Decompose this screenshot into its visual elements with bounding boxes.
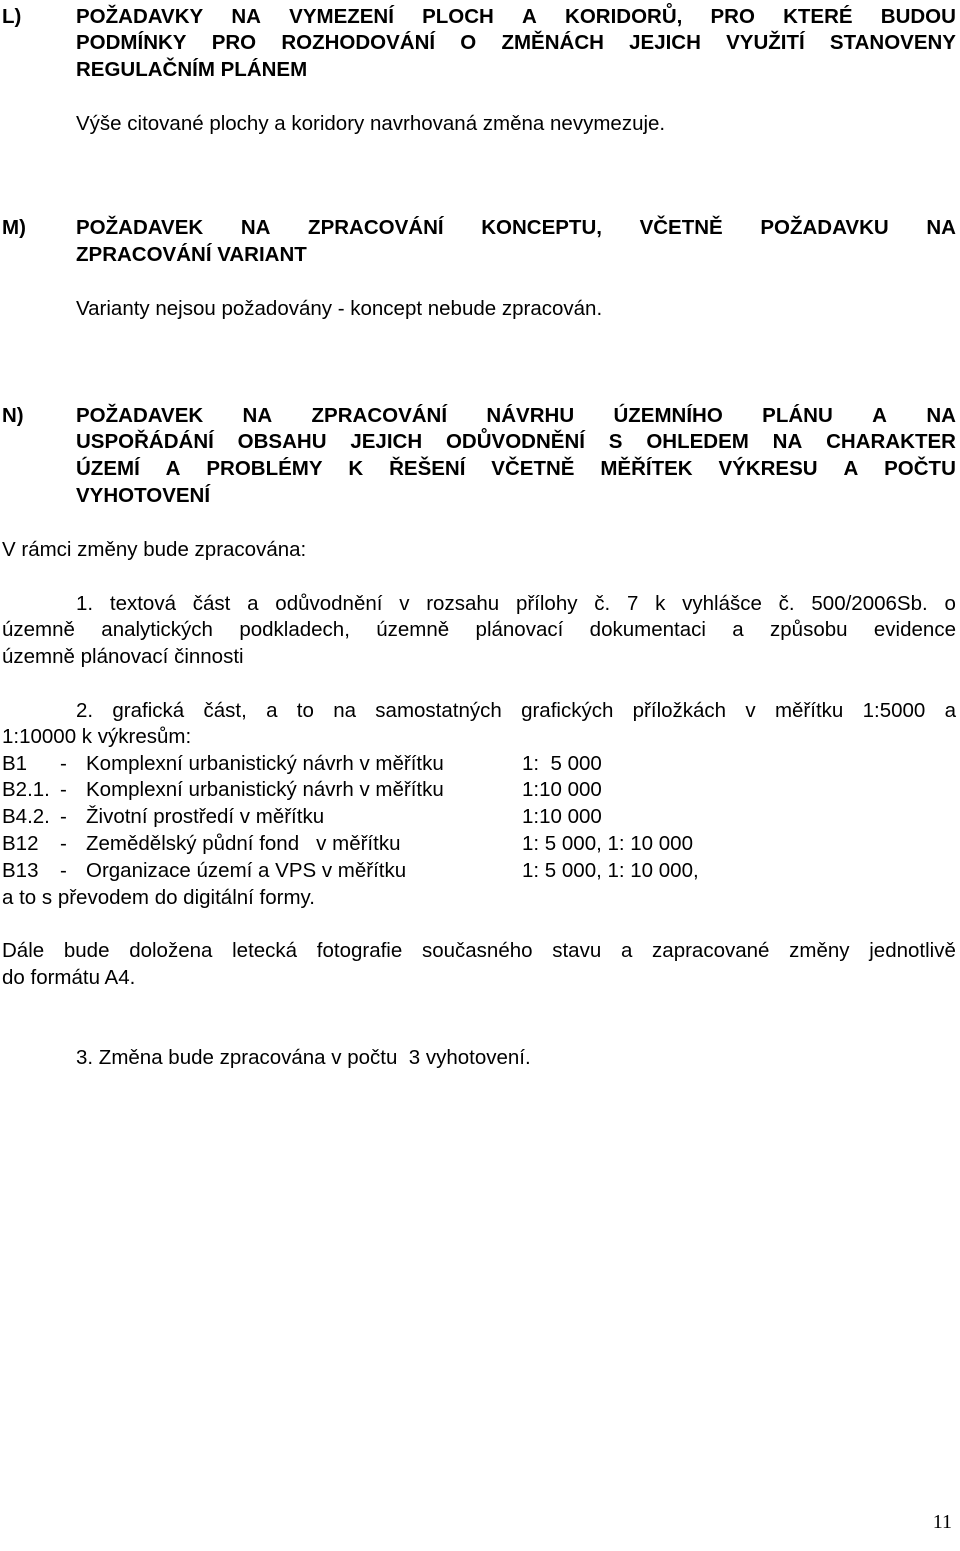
- word: 1:5000: [862, 699, 926, 722]
- word: ODŮVODNĚNÍ: [445, 430, 585, 453]
- word: POŽADAVKY: [76, 5, 204, 28]
- word: NA: [772, 430, 803, 453]
- word: 1.: [76, 592, 94, 615]
- drawing-scale: 1:10 000: [522, 778, 602, 801]
- word: k: [655, 592, 666, 615]
- drawing-description: Zemědělský půdní fond v měřítku: [86, 832, 401, 855]
- word: POŽADAVEK: [76, 216, 204, 239]
- word: analytických: [101, 618, 213, 641]
- word: v: [745, 699, 756, 722]
- word: o: [944, 592, 956, 615]
- drawing-code: B2.1.: [2, 778, 50, 801]
- drawing-code: B4.2.: [2, 805, 50, 828]
- section-m-heading-line-2: ZPRACOVÁNÍ VARIANT: [76, 243, 307, 266]
- word: a: [732, 618, 744, 641]
- word: fotografie: [316, 939, 403, 962]
- word: POČTU: [884, 457, 956, 480]
- word: územně: [376, 618, 450, 641]
- word: VYMEZENÍ: [289, 5, 394, 28]
- word: KORIDORŮ,: [565, 5, 683, 28]
- word: ÚZEMÍ: [76, 457, 140, 480]
- word: VČETNĚ: [491, 457, 575, 480]
- page-number: 11: [932, 1511, 952, 1533]
- word: ŘEŠENÍ: [389, 457, 466, 480]
- drawing-scale: 1:10 000: [522, 805, 602, 828]
- word: stavu: [552, 939, 602, 962]
- word: NA: [231, 5, 261, 28]
- section-l-heading-line-2: [76, 30, 956, 56]
- word: NA: [926, 404, 956, 427]
- word: změny: [789, 939, 850, 962]
- word: VČETNĚ: [639, 216, 723, 239]
- drawing-description: Organizace území a VPS v měřítku: [86, 859, 407, 882]
- photo-line-1: [2, 938, 956, 964]
- word: grafických: [521, 699, 614, 722]
- word: MĚŘÍTEK: [600, 457, 693, 480]
- word: 500/2006Sb.: [811, 592, 928, 615]
- drawing-code: B12: [2, 832, 39, 855]
- section-n-letter: N): [2, 404, 24, 427]
- word: PODMÍNKY: [76, 31, 187, 54]
- word: PLOCH: [422, 5, 494, 28]
- word: 2.: [76, 699, 94, 722]
- word: PRO: [710, 5, 755, 28]
- word: ÚZEMNÍHO: [613, 404, 723, 427]
- drawing-description: Životní prostředí v měřítku: [86, 805, 325, 828]
- word: doložena: [129, 939, 213, 962]
- word: A: [872, 404, 887, 427]
- section-m-body: Varianty nejsou požadovány - koncept nebude zpracován.: [76, 297, 603, 320]
- item-3: 3. Změna bude zpracována v počtu 3 vyhotovení.: [76, 1046, 531, 1069]
- word: VYUŽITÍ: [726, 31, 805, 54]
- word: samostatných: [375, 699, 502, 722]
- word: NÁVRHU: [486, 404, 575, 427]
- word: PRO: [211, 31, 257, 54]
- item-1-line-3: územně plánovací činnosti: [2, 645, 244, 668]
- digital-note: a to s převodem do digitální formy.: [2, 886, 315, 909]
- word: část,: [203, 699, 247, 722]
- word: Dále: [2, 939, 45, 962]
- section-n-heading-line-3: [76, 456, 956, 482]
- word: POŽADAVKU: [760, 216, 889, 239]
- word: POŽADAVEK: [76, 404, 204, 427]
- word: podkladech,: [239, 618, 350, 641]
- word: OHLEDEM: [646, 430, 749, 453]
- word: KONCEPTU,: [481, 216, 602, 239]
- word: KTERÉ: [783, 5, 853, 28]
- drawing-dash: -: [60, 752, 67, 775]
- word: O: [460, 31, 477, 54]
- word: a: [266, 699, 278, 722]
- word: v: [399, 592, 410, 615]
- word: K: [348, 457, 364, 480]
- word: evidence: [873, 618, 956, 641]
- word: č.: [594, 592, 611, 615]
- word: a: [620, 939, 633, 962]
- word: zapracované: [652, 939, 770, 962]
- drawing-dash: -: [60, 805, 67, 828]
- section-l-heading-line-3: REGULAČNÍM PLÁNEM: [76, 58, 308, 81]
- item-2-line-2: 1:10000 k výkresům:: [2, 725, 192, 748]
- word: vyhlášce: [682, 592, 762, 615]
- drawing-dash: -: [60, 832, 67, 855]
- photo-line-2: do formátu A4.: [2, 966, 136, 989]
- word: letecká: [232, 939, 298, 962]
- word: jednotlivě: [869, 939, 956, 962]
- word: to: [296, 699, 314, 722]
- word: část: [192, 592, 231, 615]
- word: PROBLÉMY: [206, 457, 323, 480]
- item-2-line-1: [76, 698, 956, 724]
- word: dokumentaci: [589, 618, 706, 641]
- word: grafická: [112, 699, 185, 722]
- section-l-heading-line-1: [76, 4, 956, 30]
- word: ZMĚNÁCH: [501, 31, 604, 54]
- word: VÝKRESU: [718, 457, 818, 480]
- word: STANOVENY: [829, 31, 956, 54]
- drawing-dash: -: [60, 859, 67, 882]
- drawing-scale: 1: 5 000, 1: 10 000: [522, 832, 693, 855]
- section-l-body: Výše citované plochy a koridory navrhovaná změna nevymezuje.: [76, 112, 666, 135]
- word: ROZHODOVÁNÍ: [281, 31, 436, 54]
- word: plánovací: [475, 618, 564, 641]
- word: ZPRACOVÁNÍ: [308, 216, 444, 239]
- word: BUDOU: [880, 5, 956, 28]
- word: měřítku: [774, 699, 844, 722]
- word: NA: [926, 216, 956, 239]
- word: a: [247, 592, 259, 615]
- item-1-line-1: [76, 591, 956, 617]
- word: 7: [626, 592, 639, 615]
- word: rozsahu: [426, 592, 500, 615]
- section-n-heading-line-1: [76, 403, 956, 429]
- word: bude: [63, 939, 110, 962]
- word: na: [333, 699, 356, 722]
- word: územně: [2, 618, 75, 641]
- word: příložkách: [632, 699, 727, 722]
- word: a: [944, 699, 956, 722]
- word: č.: [778, 592, 795, 615]
- word: NA: [242, 404, 273, 427]
- word: PLÁNU: [762, 404, 833, 427]
- word: způsobu: [770, 618, 848, 641]
- word: odůvodnění: [275, 592, 383, 615]
- drawing-description: Komplexní urbanistický návrh v měřítku: [86, 752, 444, 775]
- word: A: [165, 457, 181, 480]
- word: CHARAKTER: [826, 430, 956, 453]
- word: JEJICH: [350, 430, 423, 453]
- word: A: [843, 457, 859, 480]
- word: A: [522, 5, 537, 28]
- word: OBSAHU: [237, 430, 327, 453]
- drawing-code: B13: [2, 859, 39, 882]
- drawing-scale: 1: 5 000: [522, 752, 602, 775]
- section-n-intro: V rámci změny bude zpracována:: [2, 538, 307, 561]
- word: textová: [109, 592, 176, 615]
- section-m-heading-line-1: [76, 215, 956, 241]
- section-n-heading-line-4: VYHOTOVENÍ: [76, 484, 211, 507]
- section-l-letter: L): [2, 5, 22, 28]
- word: S: [608, 430, 623, 453]
- word: NA: [240, 216, 271, 239]
- drawing-dash: -: [60, 778, 67, 801]
- drawing-code: B1: [2, 752, 28, 775]
- drawing-description: Komplexní urbanistický návrh v měřítku: [86, 778, 444, 801]
- section-m-letter: M): [2, 216, 26, 239]
- word: JEJICH: [629, 31, 701, 54]
- section-n-heading-line-2: [76, 429, 956, 455]
- word: ZPRACOVÁNÍ: [311, 404, 448, 427]
- word: USPOŘÁDÁNÍ: [76, 430, 214, 453]
- word: současného: [421, 939, 533, 962]
- word: přílohy: [515, 592, 578, 615]
- item-1-line-2: [2, 617, 956, 643]
- drawing-scale: 1: 5 000, 1: 10 000,: [522, 859, 699, 882]
